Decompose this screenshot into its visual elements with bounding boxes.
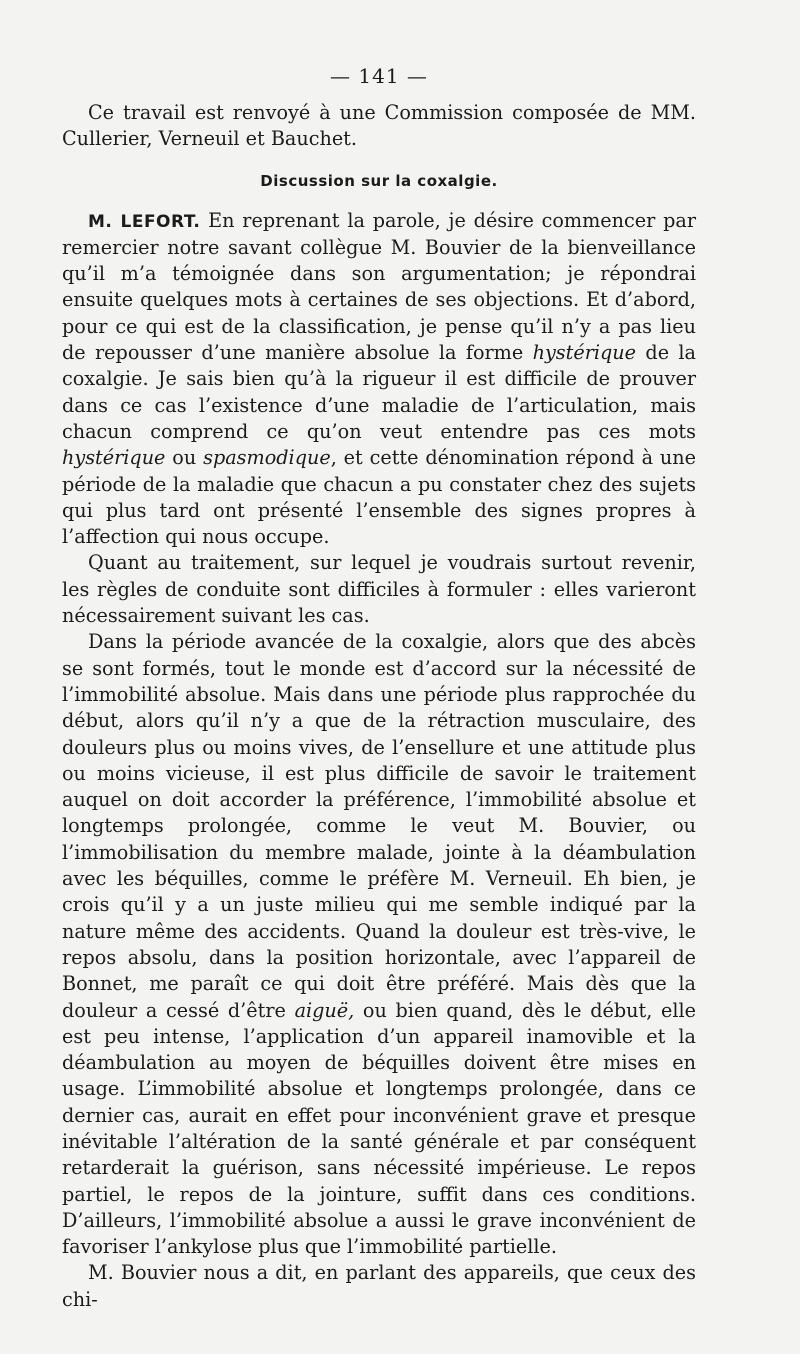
treatment-paragraph: Quant au traitement, sur lequel je voudrais surtout revenir, les règles de conduite sont difficiles à formuler : elles varieront nécessairement suivant les cas. bbox=[62, 551, 696, 628]
italic-term: aiguë, bbox=[294, 998, 355, 1022]
lefort-paragraph bbox=[62, 208, 696, 551]
commission-paragraph: Ce travail est renvoyé à une Commission composée de MM. Cullerier, Verneuil et Bauchet. bbox=[62, 101, 696, 151]
paragraph-text: ou bien quand, dès le début, elle est peu intense, l’application d’un appareil inamovible et la déambulation au moyen de béquilles doivent être mises en usage. L’immobilité absolue et longtemps prolongée, dans ce dernier cas, aurait en effet pour inconvénient grave et presque inévitable l’altération de la santé générale et par conséquent retarderait la guérison, sans nécessité impérieuse. Le repos partiel, le repos de la jointure, suffit dans ces conditions. D’ailleurs, l’immobilité absolue a aussi le grave inconvénient de favoriser l’ankylose plus que l’immobilité partielle. bbox=[62, 998, 696, 1259]
paragraph-text: ou bbox=[165, 446, 204, 470]
section-heading: Discussion sur la coxalgie. bbox=[260, 171, 498, 190]
paragraph-text: Dans la période avancée de la coxalgie, alors que des abcès se sont formés, tout le monde est d’accord sur la nécessité de l’immobilité absolue. Mais dans une période plus rapprochée du début, alors qu’il n’y a que de la rétraction musculaire, des douleurs plus ou moins vives, de l’ensellure et une attitude plus ou moins vicieuse, il est plus difficile de savoir le traitement auquel on doit accorder la préférence, l’immobilité absolue et longtemps prolongée, comme le veut M. Bouvier, ou l’immobilisation du membre malade, jointe à la déambulation avec les béquilles, comme le préfère M. Verneuil. Eh bien, je crois qu’il y a un juste milieu qui me semble indiqué par la nature même des accidents. Quand la douleur est très-vive, le repos absolu, dans la position horizontale, avec l’appareil de Bonnet, me paraît ce qui doit être préféré. Mais dès que la douleur a cessé d’être bbox=[62, 630, 696, 1022]
italic-term: hystérique bbox=[532, 341, 637, 365]
page-number: — 141 — bbox=[330, 64, 428, 88]
paragraph-text: de la coxalgie. Je sais bien qu’à la rigueur il est difficile de prouver dans ce cas l’existence d’une maladie de l’articulation, mais chacun comprend ce qu’on veut entendre pas ces mots bbox=[62, 341, 696, 443]
paragraph-text: , et cette dénomination répond à une période de la maladie que chacun a pu constater chez des sujets qui plus tard ont présenté l’ensemble des signes propres à l’affection qui nous occupe. bbox=[62, 446, 696, 549]
paragraph-text: En reprenant la parole, je désire commencer par remercier notre savant collègue M. Bouvier de la bienveillance qu’il m’a témoignée dans son argumentation; je répondrai ensuite quelques mots à certaines de ses objections. Et d’abord, pour ce qui est de la classification, je pense qu’il n’y a pas lieu de repousser d’une manière absolue la forme bbox=[62, 208, 697, 365]
speaker-name: M. LEFORT. bbox=[88, 211, 201, 232]
italic-term: spasmodique bbox=[203, 446, 331, 470]
bouvier-paragraph: M. Bouvier nous a dit, en parlant des appareils, que ceux des chi- bbox=[62, 1261, 696, 1311]
coxalgie-period-paragraph bbox=[62, 629, 696, 1260]
italic-term: hystérique bbox=[62, 446, 166, 470]
